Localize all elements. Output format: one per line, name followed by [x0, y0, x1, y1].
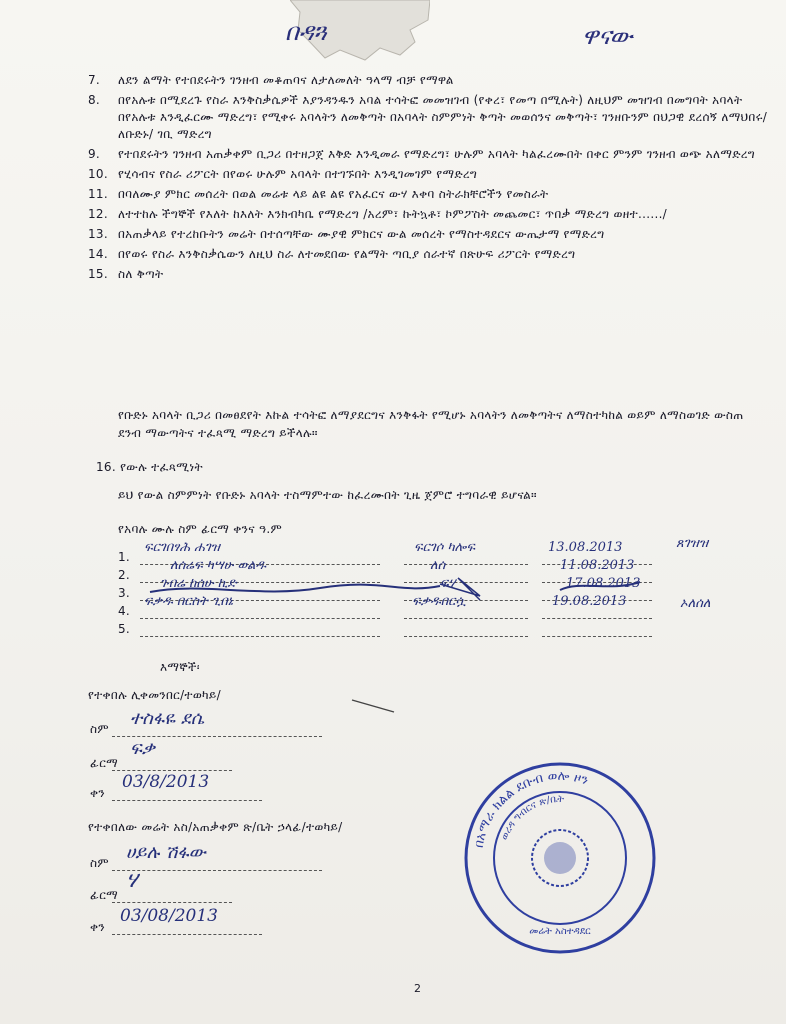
member-number: 5.	[118, 622, 131, 636]
member-name: ገብሬ ከሰሁ ኪድ	[160, 576, 237, 591]
office-name: ሀይሉ ሽፋው	[126, 842, 206, 863]
office-name-label: ስም	[90, 856, 109, 870]
pen-mark	[350, 696, 400, 716]
list-item: 12. ለተተከሉ ችግኞች የእለት ከእለት እንክብካቤ የማድረግ /አረም፣ ኩትኳቶ፣ ኮምፖስት መጨመር፣ ጥበቃ ማድረግ ወዘተ....../	[88, 207, 668, 221]
member-number: 2.	[118, 568, 131, 582]
member-name: ፍርገበፃሕ ሐገዝ	[144, 540, 220, 555]
office-title: የተቀበለው መሬት አስ/አጠቃቀም ጽ/ቤት ኃላፊ/ተወካይ/	[88, 820, 343, 834]
stamp-inner-text: ወረዳ ግብርና ጽ/ቤት	[499, 793, 565, 842]
list-item: 13. በአጠቃላይ የተረከቡትን መሬት በተሰጣቸው ሙያዊ ምክርና ውል መሰረት የማስተዳደርና ውጤታማ የማድረግ	[88, 227, 605, 241]
list-item: 14. በየወሩ የስራ እንቅስቃሴውን ለዚህ ስራ ለተመደበው የልማት ጣቢያ ሰራተኛ በጽሁፍ ሪፖርት የማድረግ	[88, 247, 576, 261]
signature-line	[404, 622, 528, 637]
receiver-date-label: ቀን	[90, 786, 105, 800]
receiver-title: የተቀበሉ ሊቀመንበር/ተወካይ/	[88, 688, 221, 702]
header-handwriting-right: ዋናው	[582, 22, 633, 50]
member-name: ለሰሬፍ ካሣሁ ወልዱ	[170, 558, 267, 573]
member-date: 17.08.2013	[566, 576, 641, 591]
official-stamp	[460, 758, 660, 958]
page-number: 2	[414, 982, 421, 995]
receiver-date: 03/8/2013	[122, 772, 210, 792]
list-item: 9. የተበደሩትን ገንዘብ አጠቃቀም ቢጋሪ በተዘጋጀ እቅድ እንዲመራ የማድረግ፣ ሁሉም አባላት ካልፈረሙበት በቀር ምንም ገንዘብ ወጭ አለማድረግ	[88, 147, 756, 161]
list-item: 11. በባለሙያ ምክር መሰረት በወል መሬቱ ላይ ልዩ ልዩ የአፈርና ውሃ እቀባ ስትራክቸሮችን የመስራት	[88, 187, 549, 201]
member-note: ኦለሰለ	[680, 596, 711, 611]
office-date: 03/08/2013	[120, 906, 218, 926]
penalty-paragraph: የቡድኑ አባላት ቢጋሪ በመፀደየት እኩል ተሳትፎ ለማያደርግና እንቅፋት የሚሆኑ አባላትን ለመቅጣትና ለማስተካከል ወይም ለማስወገድ ውስጠ ደንብ ማውጣትና ተፈጻሚ ማድረግ ይችላሉ።	[118, 408, 744, 440]
list-item: 7. ለደን ልማት የተበደሩትን ገንዘብ መቆጠባና ለታለመለት ዓላማ ብቻ የማዋል	[88, 73, 454, 87]
stamp-outer-text: በአማራ ክልል ደቡብ ወሎ ዞን	[471, 768, 591, 849]
stamp-bottom-text: መሬት አስተዳደር	[529, 926, 591, 937]
member-date: 19.08.2013	[552, 594, 627, 609]
member-date: 13.08.2013	[548, 540, 623, 555]
list-item: 8. በየአሉቱ በሚደረጉ የስራ እንቅስቃሴዎች እያንዳንዱን አባል ተሳትፎ መመዝገብ (የቀረ፣ የመጣ በሚሉት) ለዚህም መዝገብ በመግባት አባላት በየአሉቱ እንዲፈርሙ ማድረግ፣ የሚቀሩ አባላትን ለመቅጣት በአባላት ስምምነት ቅጣት መወሰንና መቅጣት፣ ገንዘቡንም በህጋዊ ደረሰኝ ለማህበሩ/ለቡድኑ/ ገቢ ማድረግ	[88, 93, 768, 141]
member-signature: ፍቃዱበርሷ	[412, 594, 466, 609]
member-signature: ፍሃ	[440, 576, 456, 591]
name-line	[140, 622, 380, 637]
member-signature: ለሰ	[430, 558, 446, 573]
office-signature: ሃ	[126, 868, 138, 893]
obligations-list	[88, 72, 768, 286]
section16-text: ይህ የውል ስምምነት የቡድኑ አባላት ተስማምተው ከፈረሙበት ጊዜ ጀምሮ ተግባራዊ ይሆናል።	[118, 488, 537, 502]
office-signature-label: ፊርማ	[90, 888, 118, 902]
receiver-name-label: ስም	[90, 722, 109, 736]
member-number: 3.	[118, 586, 131, 600]
members-header: የአባሉ ሙሉ ስም ፊርማ ቀንና ዓ.ም	[118, 522, 282, 536]
member-note: ጸገዝዝ	[676, 536, 709, 551]
receiver-signature-label: ፊርማ	[90, 756, 118, 770]
date-line	[542, 622, 652, 637]
member-signature: ፍርገሶ ካሎፍ	[414, 540, 475, 555]
receiver-name: ተስፋዬ ደሴ	[130, 708, 205, 729]
member-name: ፍቃዱ በርስት ጊበኔ	[144, 594, 233, 609]
strike-scribble	[140, 570, 660, 610]
member-date: 11.08.2013	[560, 558, 635, 573]
member-number: 1.	[118, 550, 131, 564]
member-number: 4.	[118, 604, 131, 618]
section16-title: 16. የውሉ ተፈጻሚነት	[96, 460, 203, 474]
witnesses-title: እማኞች፡	[160, 660, 200, 674]
header-handwriting-left: በዳጓ	[285, 18, 327, 46]
receiver-signature: ፍቃ	[130, 738, 156, 759]
list-item: 10. የሂሳብና የስራ ሪፖርት በየወሩ ሁሉም አባላት በተገኙበት እንዲገመገም የማድረግ	[88, 167, 478, 181]
list-item: 15. ስለ ቅጣት	[88, 267, 164, 281]
office-date-label: ቀን	[90, 920, 105, 934]
